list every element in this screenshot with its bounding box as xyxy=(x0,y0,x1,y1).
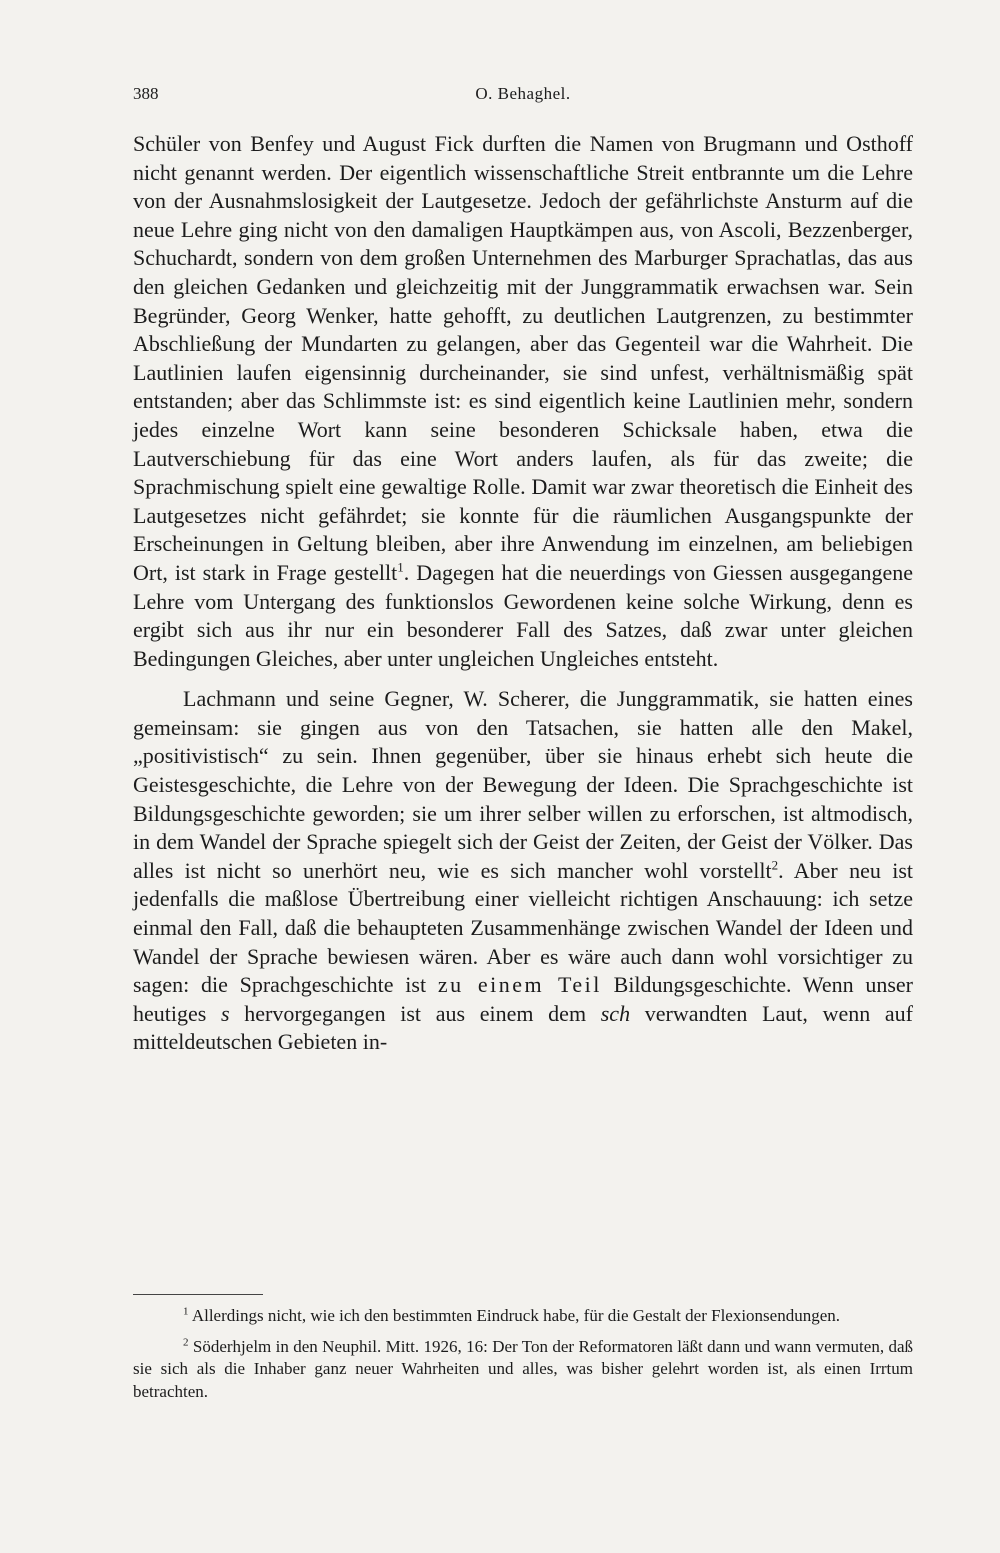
footnote-divider xyxy=(133,1294,263,1295)
page-number: 388 xyxy=(133,84,159,103)
paragraph-2-text-4: hervorgegangen ist aus einem dem xyxy=(229,1000,601,1026)
footnote-1 xyxy=(133,1305,913,1328)
paragraph-1 xyxy=(133,130,913,673)
main-text xyxy=(133,130,913,1057)
footnote-1-text: Allerdings nicht, wie ich den bestimmten Eindruck habe, für die Gestalt der Flexionsendungen. xyxy=(191,1306,841,1325)
italic-s: s xyxy=(221,1000,230,1026)
italic-sch: sch xyxy=(600,1000,631,1026)
footnotes xyxy=(133,1305,913,1411)
spaced-emphasis: zu einem Teil xyxy=(437,972,602,998)
paragraph-2-text-2: . Aber neu ist jedenfalls die maßlose Übertreibung einer vielleicht richtigen Anschauung: ich setze einmal den Fall, daß die behaupteten Zusammenhänge zwischen Wandel der Ideen und Wandel der Sprache bewiesen wären. Aber es wäre auch dann wohl vorsichtiger zu sagen: die Sprachgeschichte ist xyxy=(133,857,913,998)
paragraph-2-text-5: verwandten Laut, wenn auf mitteldeutschen Gebieten in- xyxy=(133,1000,913,1055)
paragraph-2-text-3: Bildungsgeschichte. Wenn unser heutiges xyxy=(133,972,913,1026)
footnote-2-text: Söderhjelm in den Neuphil. Mitt. 1926, 16: Der Ton der Reformatoren läßt dann und wann vermuten, daß sie sich als die Inhaber ganz neuer Wahrheiten und alles, was bisher gelehrt worden ist, als einen Irrtum betrachten. xyxy=(133,1336,914,1401)
running-head: O. Behaghel. xyxy=(475,84,571,103)
paragraph-2 xyxy=(133,685,913,1057)
footnote-ref-1: 1 xyxy=(397,559,404,575)
footnote-2-marker: 2 xyxy=(183,1335,189,1348)
paragraph-1-text-after: . Dagegen hat die neuerdings von Giessen ausgegangene Lehre vom Untergang des funktionslos Gewordenen keine solche Wirkung, denn es ergibt sich aus ihr nur ein besonderer Fall des Satzes, daß zwar unter gleichen Bedingungen Gleiches, aber unter ungleichen Ungleiches entsteht. xyxy=(133,559,913,671)
footnote-ref-2: 2 xyxy=(771,857,779,873)
paragraph-2-text-1: Lachmann und seine Gegner, W. Scherer, die Junggrammatik, sie hatten eines gemeinsam: sie gingen aus von den Tatsachen, sie hatten alle den Makel, „positivistisch“ zu sein. Ihnen gegenüber, über sie hinaus erhebt sich heute die Geistesgeschichte, die Lehre von der Bewegung der Ideen. Die Sprachgeschichte ist Bildungsgeschichte geworden; sie um ihrer selber willen zu erforschen, ist altmodisch, in dem Wandel der Sprache spiegelt sich der Geist der Zeiten, der Geist der Völker. Das alles ist nicht so unerhört neu, wie es sich mancher wohl vorstellt xyxy=(133,686,913,883)
footnote-2 xyxy=(133,1336,913,1404)
footnote-1-marker: 1 xyxy=(183,1305,189,1318)
paragraph-1-text: Schüler von Benfey und August Fick durften die Namen von Brugmann und Osthoff nicht genannt werden. Der eigentlich wissenschaftliche Streit entbrannte um die Lehre von der Ausnahmslosigkeit der Lautgesetze. Jedoch der gefährlichste Ansturm auf die neue Lehre ging nicht von den damaligen Hauptkämpen aus, von Ascoli, Bezzenberger, Schuchardt, sondern von dem großen Unternehmen des Marburger Sprachatlas, das aus den gleichen Gedanken und gleichzeitig mit der Junggrammatik erwachsen war. Sein Begründer, Georg Wenker, hatte gehofft, zu deutlichen Lautgrenzen, zu bestimmter Abschließung der Mundarten zu gelangen, aber das Gegenteil war die Wahrheit. Die Lautlinien laufen eigensinnig durcheinander, sie sind unfest, verhältnismäßig spät entstanden; aber das Schlimmste ist: es sind eigentlich keine Lautlinien mehr, sondern jedes einzelne Wort kann seine besonderen Schicksale haben, etwa die Lautverschiebung für das eine Wort anders laufen, als für das zweite; die Sprachmischung spielt eine gewaltige Rolle. Damit war zwar theoretisch die Einheit des Lautgesetzes nicht gefährdet; sie konnte für die räumlichen Ausgangspunkte der Erscheinungen in Geltung bleiben, aber ihre Anwendung im einzelnen, am beliebigen Ort, ist stark in Frage gestellt xyxy=(133,131,913,585)
page-header xyxy=(133,84,913,108)
